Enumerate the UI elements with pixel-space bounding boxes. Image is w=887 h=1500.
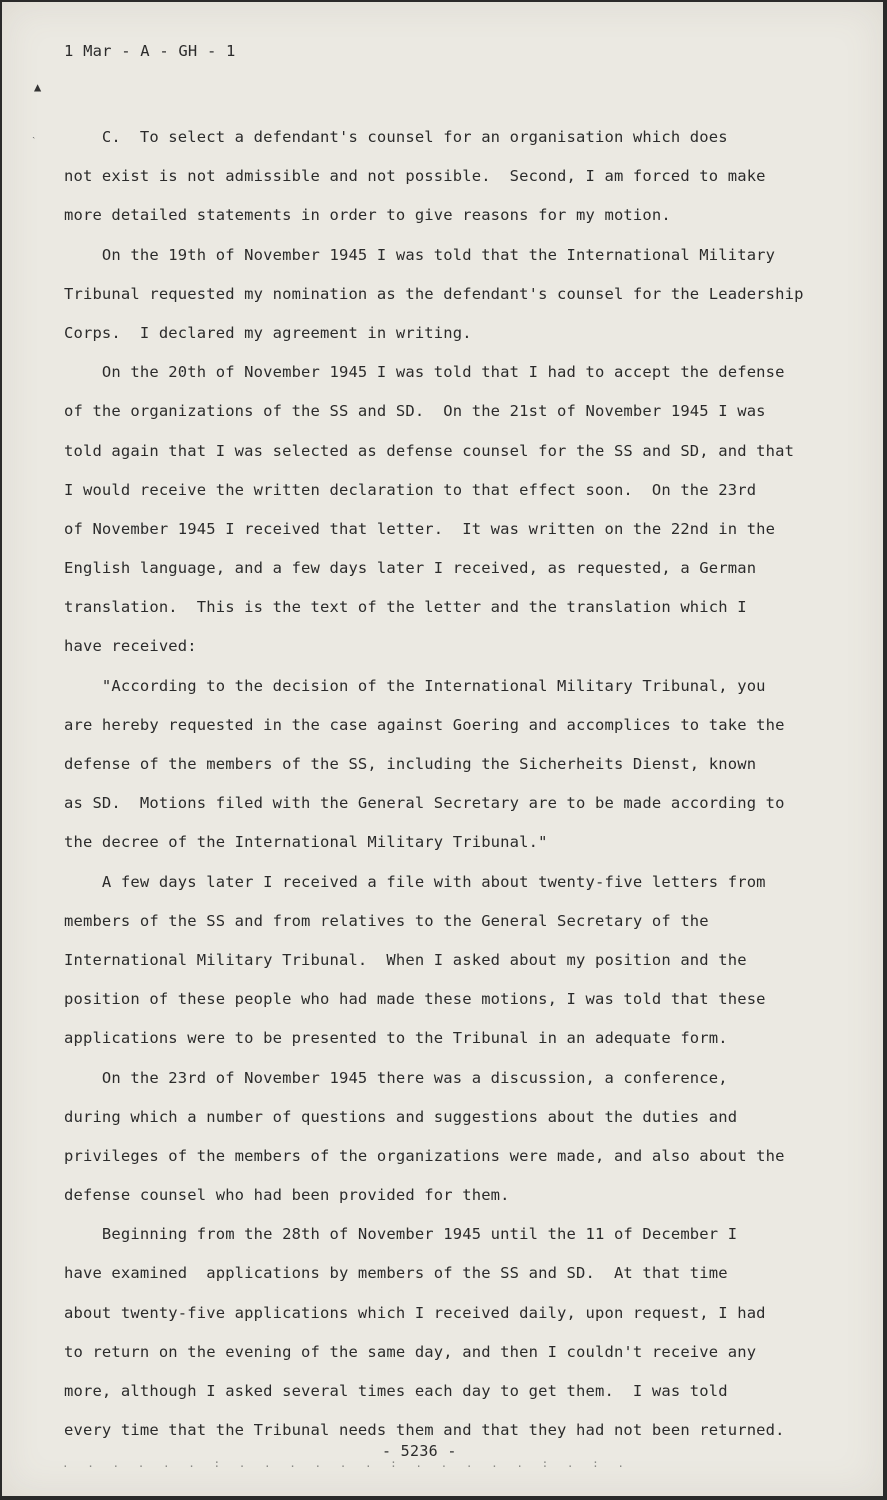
document-page bbox=[2, 2, 883, 1496]
text-line: every time that the Tribunal needs them and that they had not been returned. bbox=[64, 1421, 785, 1440]
text-line: A few days later I received a file with about twenty-five letters from bbox=[64, 872, 766, 891]
text-line: translation. This is the text of the letter and the translation which I bbox=[64, 598, 747, 617]
text-line: On the 20th of November 1945 I was told that I had to accept the defense bbox=[64, 363, 785, 382]
text-line: have examined applications by members of the SS and SD. At that time bbox=[64, 1264, 728, 1283]
text-line: more detailed statements in order to give reasons for my motion. bbox=[64, 206, 671, 225]
text-line: of November 1945 I received that letter. It was written on the 22nd in the bbox=[64, 519, 776, 538]
text-line: Tribunal requested my nomination as the defendant's counsel for the Leadership bbox=[64, 284, 804, 303]
page-header: 1 Mar - A - GH - 1 bbox=[64, 42, 236, 60]
text-line: have received: bbox=[64, 637, 197, 656]
text-line: International Military Tribunal. When I asked about my position and the bbox=[64, 950, 747, 969]
text-line: privileges of the members of the organizations were made, and also about the bbox=[64, 1146, 785, 1165]
text-line: of the organizations of the SS and SD. On the 21st of November 1945 I was bbox=[64, 402, 766, 421]
text-line: applications were to be presented to the Tribunal in an adequate form. bbox=[64, 1029, 728, 1048]
document-body bbox=[64, 118, 824, 1450]
text-line: during which a number of questions and suggestions about the duties and bbox=[64, 1107, 738, 1126]
text-line: as SD. Motions filed with the General Secretary are to be made according to bbox=[64, 794, 785, 813]
text-line: position of these people who had made these motions, I was told that these bbox=[64, 990, 766, 1009]
page-number: - 5236 - bbox=[382, 1442, 457, 1460]
text-line: defense counsel who had been provided for them. bbox=[64, 1186, 510, 1205]
text-line: defense of the members of the SS, including the Sicherheits Dienst, known bbox=[64, 755, 757, 773]
text-line: more, although I asked several times each day to get them. I was told bbox=[64, 1382, 728, 1400]
scan-specks: . . . . . . : . . . . . . : . . . . . : . : . bbox=[62, 1457, 631, 1470]
text-line: to return on the evening of the same day, and then I couldn't receive any bbox=[64, 1342, 757, 1361]
text-line: about twenty-five applications which I received daily, upon request, I had bbox=[64, 1303, 766, 1322]
text-line: are hereby requested in the case against Goering and accomplices to take the bbox=[64, 715, 785, 734]
text-line: not exist is not admissible and not possible. Second, I am forced to make bbox=[64, 167, 766, 186]
text-line: the decree of the International Military Tribunal." bbox=[64, 833, 548, 852]
text-line: Corps. I declared my agreement in writing. bbox=[64, 323, 472, 342]
text-line: told again that I was selected as defense counsel for the SS and SD, and that bbox=[64, 441, 795, 460]
margin-mark: ˴ bbox=[32, 132, 39, 143]
margin-mark: ▲ bbox=[34, 80, 42, 94]
text-line: I would receive the written declaration to that effect soon. On the 23rd bbox=[64, 480, 757, 499]
text-line: "According to the decision of the International Military Tribunal, you bbox=[64, 676, 766, 695]
text-line: members of the SS and from relatives to the General Secretary of the bbox=[64, 911, 709, 930]
text-line: On the 23rd of November 1945 there was a discussion, a conference, bbox=[64, 1068, 728, 1087]
text-line: C. To select a defendant's counsel for an organisation which does bbox=[64, 128, 728, 146]
text-line: English language, and a few days later I received, as requested, a German bbox=[64, 559, 757, 578]
text-line: On the 19th of November 1945 I was told that the International Military bbox=[64, 245, 776, 264]
text-line: Beginning from the 28th of November 1945 until the 11 of December I bbox=[64, 1225, 738, 1244]
